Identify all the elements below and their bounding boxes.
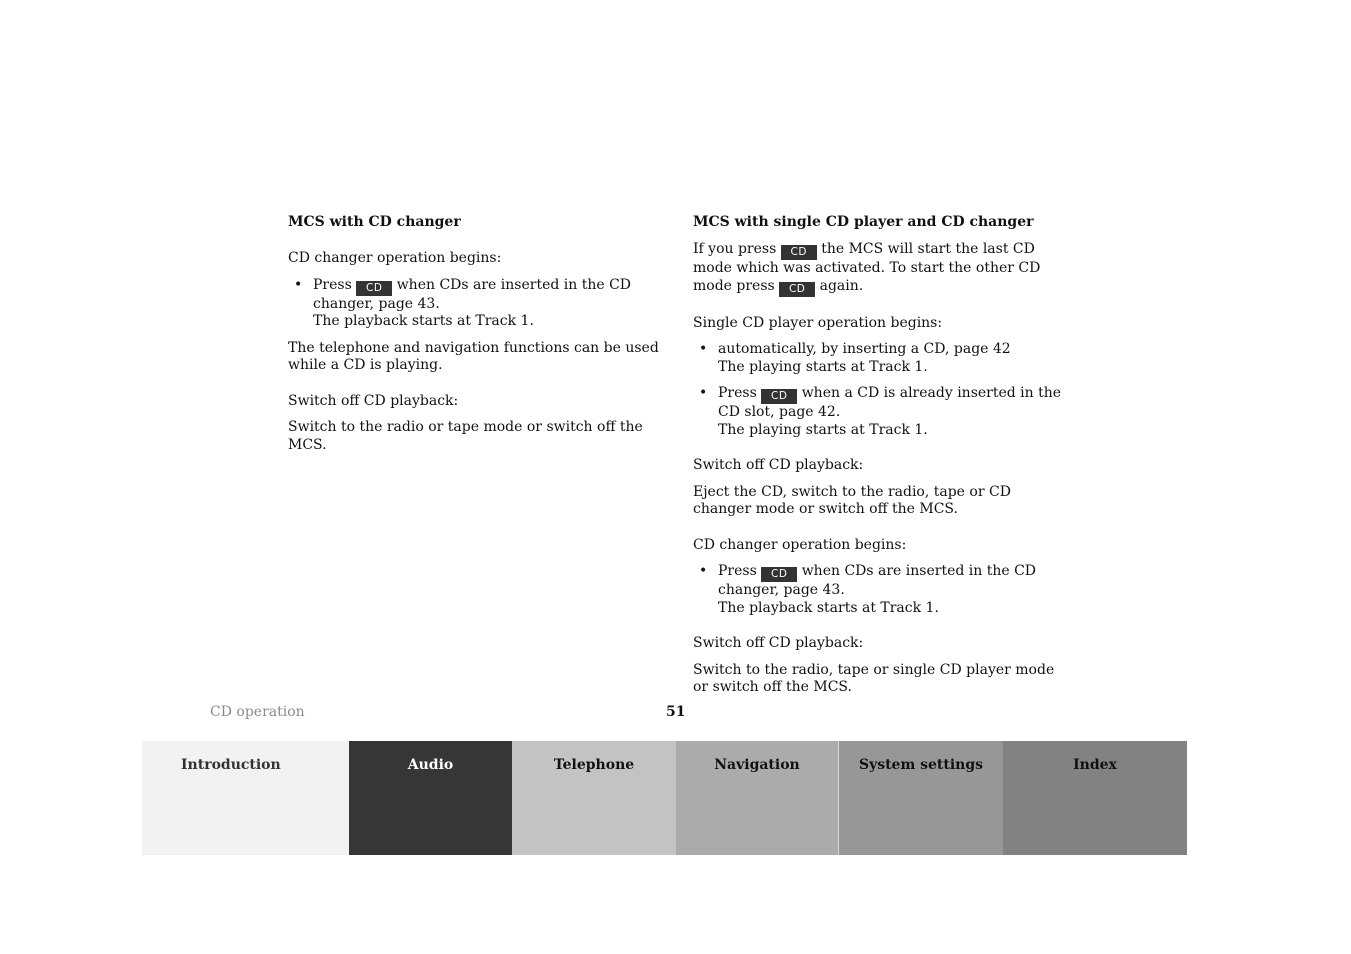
tab-navigation[interactable]: Navigation <box>676 741 839 855</box>
page-number: 51 <box>666 704 686 720</box>
cd-changer-steps <box>693 563 1063 617</box>
cd-changer-steps <box>288 277 660 331</box>
chapter-tabs <box>142 741 1187 855</box>
cd-key-icon: CD <box>779 282 815 297</box>
list-item: • Press CD when a CD is already inserted in the CD slot, page 42. The playing starts at Track 1. <box>693 385 1063 439</box>
switch-off-label: Switch off CD playback: <box>693 635 864 651</box>
left-column <box>288 212 660 454</box>
list-item: • automatically, by inserting a CD, page 42 The playing starts at Track 1. <box>693 341 1063 376</box>
switch-off-label: Switch off CD playback: <box>288 392 459 409</box>
tab-system-settings[interactable]: System settings <box>839 741 1003 855</box>
cd-key-icon: CD <box>761 389 797 404</box>
list-item: • Press CD when CDs are inserted in the CD changer, page 43. The playback starts at Track 1. <box>693 563 1063 617</box>
cd-key-icon: CD <box>356 281 392 296</box>
footer-section-title: CD operation <box>210 704 305 720</box>
single-cd-steps <box>693 341 1063 439</box>
cd-changer-intro: CD changer operation begins: <box>288 250 502 266</box>
section-heading: MCS with single CD player and CD changer <box>693 214 1034 230</box>
switch-off-label: Switch off CD playback: <box>693 457 864 473</box>
tab-index[interactable]: Index <box>1003 741 1187 855</box>
switch-off-text: Eject the CD, switch to the radio, tape or CD changer mode or switch off the MCS. <box>693 483 1011 517</box>
cd-key-icon: CD <box>761 567 797 582</box>
mode-intro: If you press CD the MCS will start the last CD mode which was activated. To start the other CD mode press CD again. <box>693 241 1041 295</box>
telephone-note: The telephone and navigation functions can be used while a CD is playing. <box>288 339 659 373</box>
tab-introduction[interactable]: Introduction <box>142 741 349 855</box>
cd-changer-label: CD changer operation begins: <box>693 536 907 553</box>
single-cd-label: Single CD player operation begins: <box>693 314 943 331</box>
switch-off-text: Switch to the radio or tape mode or switch off the MCS. <box>288 419 643 453</box>
list-item: • Press CD when CDs are inserted in the CD changer, page 43. The playback starts at Track 1. <box>288 277 660 331</box>
right-column <box>693 212 1063 697</box>
switch-off-text: Switch to the radio, tape or single CD player mode or switch off the MCS. <box>693 661 1055 695</box>
tab-telephone[interactable]: Telephone <box>512 741 676 855</box>
tab-audio[interactable]: Audio <box>349 741 512 855</box>
cd-key-icon: CD <box>781 245 817 260</box>
section-heading: MCS with CD changer <box>288 214 461 230</box>
